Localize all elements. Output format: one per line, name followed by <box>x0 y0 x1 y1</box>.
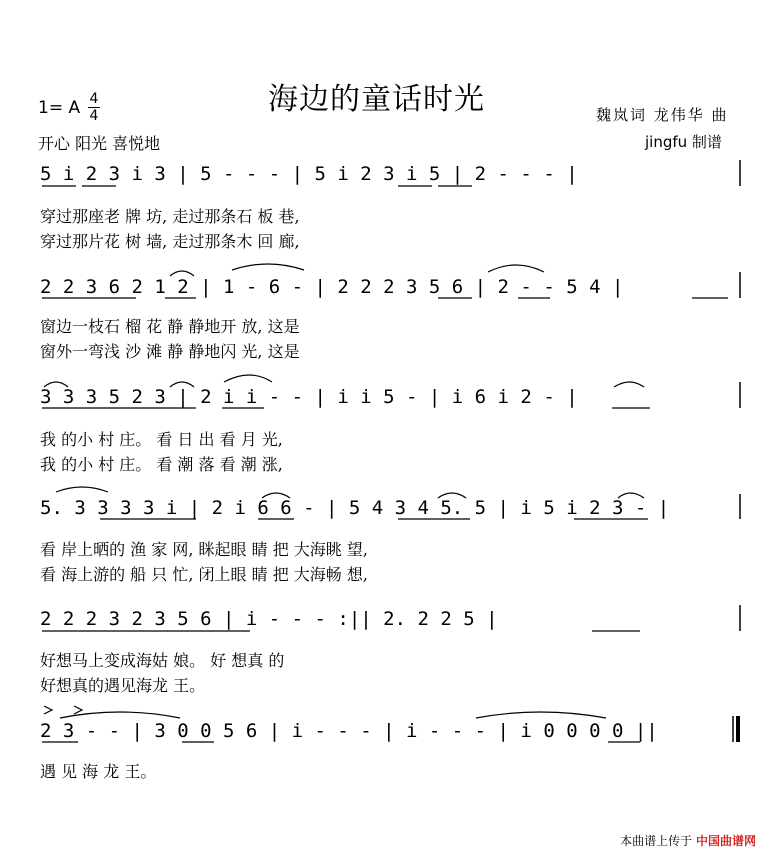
notation-line-4: 5. 3 3 3 3 i | 2 i 6 6 - | 5 4 3 4 5. 5 | i 5 i 2 3 - | <box>40 497 670 519</box>
tie-arc <box>488 265 544 272</box>
lyric-line-3b: 我 的小 村 庄。 看 潮 落 看 潮 涨, <box>40 455 283 474</box>
expression-marking: 开心 阳光 喜悦地 <box>38 134 161 153</box>
notation-line-2: 2 2 3 6 2 1 2 | 1 - 6 - | 2 2 2 3 5 6 | 2 - - 5 4 | <box>40 276 624 298</box>
key-signature: 1= A <box>38 98 81 118</box>
lyric-line-1a: 穿过那座老 牌 坊, 走过那条石 板 巷, <box>40 207 300 226</box>
tie-arc <box>262 493 290 498</box>
lyric-line-2b: 窗外一弯浅 沙 滩 静 静地闪 光, 这是 <box>40 342 300 361</box>
footer-site-logo[interactable]: 中国曲谱网 <box>695 834 756 848</box>
notation-line-5: 2 2 2 3 2 3 5 6 | i - - - :|| 2. 2 2 5 | <box>40 608 498 630</box>
lyric-line-5a: 好想马上变成海姑 娘。 好 想真 的 <box>40 651 285 670</box>
notation-line-3: 3 3 3 5 2 3 | 2 i i - - | i i 5 - | i 6 i 2 - | <box>40 386 578 408</box>
footer-source <box>620 832 756 849</box>
lyric-line-6a: 遇 见 海 龙 王。 <box>40 762 157 781</box>
time-signature-top: 4 <box>89 91 99 107</box>
tie-arc <box>60 712 180 718</box>
notation-line-1: 5 i 2 3 i 3 | 5 - - - | 5 i 2 3 i 5 | 2 - - - | <box>40 163 578 185</box>
lyric-line-2a: 窗边一枝石 榴 花 静 静地开 放, 这是 <box>40 317 300 336</box>
notation-line-6: 2 3 - - | 3 0 0 5 6 | i - - - | i - - - | i 0 0 0 0 || <box>40 720 658 742</box>
lyric-line-4b: 看 海上游的 船 只 忙, 闭上眼 睛 把 大海畅 想, <box>40 565 368 584</box>
tie-arc <box>614 382 644 387</box>
tie-arc <box>232 264 304 270</box>
tie-arc <box>618 493 644 498</box>
lyric-line-1b: 穿过那片花 树 墙, 走过那条木 回 廊, <box>40 232 300 251</box>
tie-arc <box>56 487 108 492</box>
tie-arc <box>44 382 68 387</box>
time-signature-bottom: 4 <box>89 108 99 124</box>
song-title: 海边的童话时光 <box>268 82 485 117</box>
tie-arc <box>170 382 194 387</box>
accent-mark <box>74 706 82 714</box>
tie-arc <box>170 271 194 276</box>
final-barline-thick <box>736 716 740 742</box>
lyric-line-5b: 好想真的遇见海龙 王。 <box>40 676 206 695</box>
footer-prefix: 本曲谱上传于 <box>620 834 693 848</box>
lyricist-composer-credit: 魏岚词 龙伟华 曲 <box>596 106 729 124</box>
transcriber-credit: jingfu 制谱 <box>645 133 722 151</box>
tie-arc <box>224 375 272 382</box>
lyric-line-3a: 我 的小 村 庄。 看 日 出 看 月 光, <box>40 430 283 449</box>
lyric-line-4a: 看 岸上晒的 渔 家 网, 眯起眼 睛 把 大海眺 望, <box>40 540 368 559</box>
tie-arc <box>438 493 466 498</box>
accent-mark <box>44 706 52 714</box>
tie-arc <box>476 712 606 718</box>
